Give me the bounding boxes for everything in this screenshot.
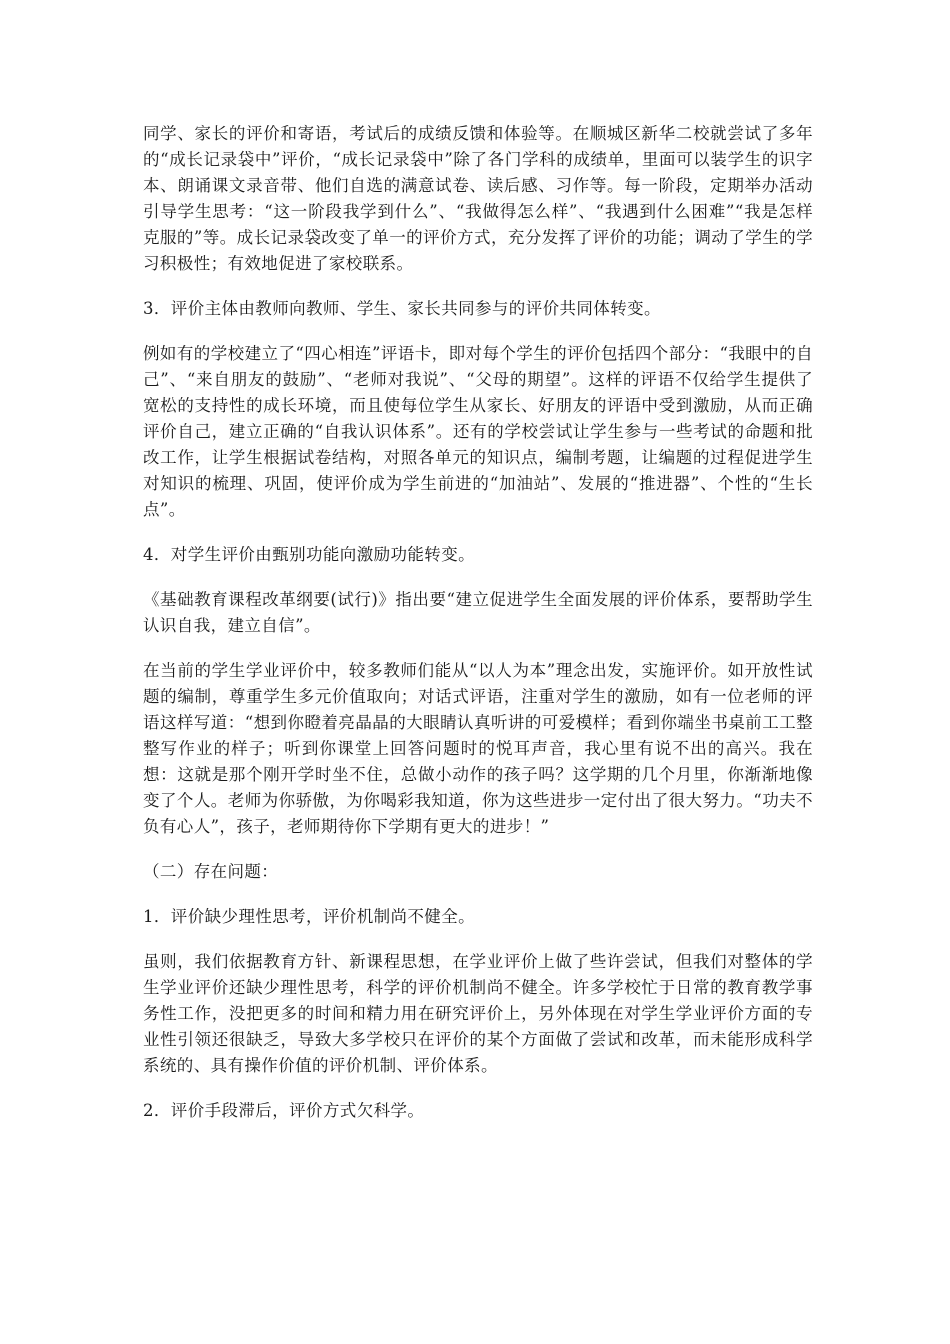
paragraph-four-hearts-card: 例如有的学校建立了“四心相连”评语卡，即对每个学生的评价包括四个部分：“我眼中的自己”、“来自朋友的鼓励”、“老师对我说”、“父母的期望”。这样的评语不仅给学生提供了宽松的支持性的成长环境，而且使每位学生从家长、好朋友的评语中受到激励，从而正确评价自己，建立正确的“自我认识体系”。还有的学校尝试让学生参与一些考试的命题和批改工作，让学生根据试卷结构，对照各单元的知识点，编制考题，让编题的过程促进学生对知识的梳理、巩固，使评价成为学生前进的“加油站”、发展的“推进器”、个性的“生长点”。: [143, 344, 813, 519]
heading-lack-rational-thinking: 1．评价缺少理性思考，评价机制尚不健全。: [143, 907, 475, 926]
paragraph-curriculum-reform-quote: 《基础教育课程改革纲要(试行)》指出要“建立促进学生全面发展的评价体系，要帮助学生认识自我，建立自信”。: [143, 590, 813, 635]
paragraph-evaluation-mechanism: 虽则，我们依据教育方针、新课程思想，在学业评价上做了些许尝试，但我们对整体的学生学业评价还缺少理性思考，科学的评价机制尚不健全。许多学校忙于日常的教育教学事务性工作，没把更多的时间和精力用在研究评价上，另外体现在对学生学业评价方面的专业性引领还很缺乏，导致大多学校只在评价的某个方面做了尝试和改革，而未能形成科学系统的、具有操作价值的评价机制、评价体系。: [143, 952, 813, 1075]
heading-outdated-methods: 2．评价手段滞后，评价方式欠科学。: [143, 1101, 425, 1120]
heading-evaluation-subject: 3．评价主体由教师向教师、学生、家长共同参与的评价共同体转变。: [143, 299, 661, 318]
paragraph-teacher-comment-example: 在当前的学生学业评价中，较多教师们能从“以人为本”理念出发，实施评价。如开放性试题的编制，尊重学生多元价值取向；对话式评语，注重对学生的激励，如有一位老师的评语这样写道：“想到你瞪着亮晶晶的大眼睛认真听讲的可爱模样；看到你端坐书桌前工工整整写作业的样子；听到你课堂上回答问题时的悦耳声音，我心里有说不出的高兴。我在想：这就是那个刚开学时坐不住，总做小动作的孩子吗？这学期的几个月里，你渐渐地像变了个人。老师为你骄傲，为你喝彩我知道，你为这些进步一定付出了很大努力。“功夫不负有心人”，孩子，老师期待你下学期有更大的进步！”: [143, 661, 813, 836]
document-body: [143, 121, 813, 1143]
paragraph-growth-portfolio: 同学、家长的评价和寄语，考试后的成绩反馈和体验等。在顺城区新华二校就尝试了多年的“成长记录袋中”评价，“成长记录袋中”除了各门学科的成绩单，里面可以装学生的识字本、朗诵课文录音带、他们自选的满意试卷、读后感、习作等。每一阶段，定期举办活动引导学生思考：“这一阶段我学到什么”、“我做得怎么样”、“我遇到什么困难”“我是怎样克服的”等。成长记录袋改变了单一的评价方式，充分发挥了评价的功能；调动了学生的学习积极性；有效地促进了家校联系。: [143, 124, 813, 273]
heading-existing-problems: （二）存在问题：: [143, 862, 279, 881]
heading-incentive-function: 4．对学生评价由甄别功能向激励功能转变。: [143, 545, 475, 564]
